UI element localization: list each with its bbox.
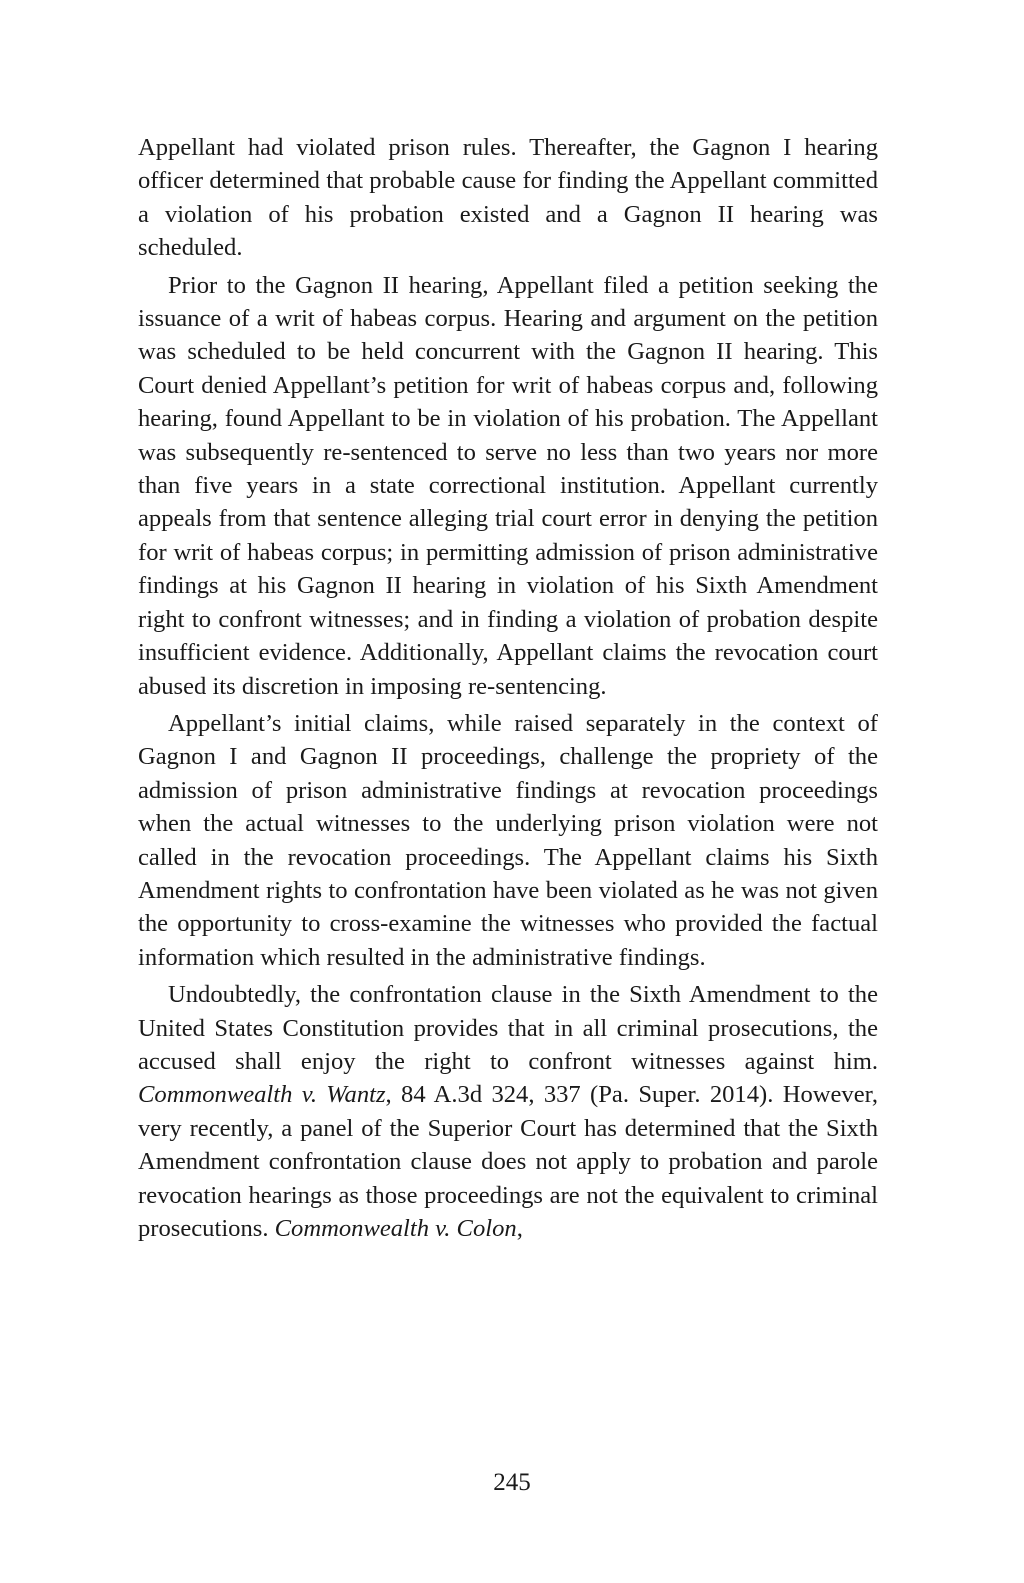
case-citation-wantz: Commonwealth v. Wantz bbox=[138, 1081, 386, 1109]
paragraph-3-text: Appellant’s initial claims, while raised separately in the context of Gagnon I and Gagnon II proceedings, challenge the propriety of the admission of prison administrative findings at revocation proceedings when the actual witnesses to the underlying prison violation were not called in the revocation proceedings. The Appellant claims his Sixth Amendment rights to confrontation have been violated as he was not given the opportunity to cross-examine the witnesses who provided the factual information which resulted in the administrative findings. bbox=[138, 709, 878, 971]
paragraph-4-text-a: Undoubtedly, the confrontation clause in the Sixth Amendment to the United States Constitution provides that in all criminal prosecutions, the accused shall enjoy the right to confront witnesses against him. bbox=[138, 981, 878, 1075]
paragraph-3 bbox=[138, 707, 878, 974]
paragraph-4-text-b: , 84 A.3d 324, 337 (Pa. Super. 2014). However, very recently, a panel of the Superior Court has determined that the Sixth Amendment confrontation clause does not apply to probation and parole revocation hearings as those proceedings are not the equivalent to criminal prosecutions. bbox=[138, 1081, 878, 1242]
paragraph-4-text-c: , bbox=[516, 1215, 523, 1242]
paragraph-1 bbox=[138, 131, 878, 265]
paragraph-4 bbox=[138, 978, 878, 1245]
paragraph-1-text: Appellant had violated prison rules. Thereafter, the Gagnon I hearing officer determined that probable cause for finding the Appellant committed a violation of his probation existed and a Gagnon II hearing was scheduled. bbox=[138, 134, 878, 262]
page-number: 245 bbox=[493, 1469, 531, 1496]
paragraph-2 bbox=[138, 269, 878, 703]
paragraph-2-text: Prior to the Gagnon II hearing, Appellant filed a petition seeking the issuance of a writ of habeas corpus. Hearing and argument on the petition was scheduled to be held concurrent with the Gagnon II hearing. This Court denied Appellant’s petition for writ of habeas corpus and, following hearing, found Appellant to be in violation of his probation. The Appellant was subsequently re-sentenced to serve no less than two years nor more than five years in a state correctional institution. Appellant currently appeals from that sentence alleging trial court error in denying the petition for writ of habeas corpus; in permitting admission of prison administrative findings at his Gagnon II hearing in violation of his Sixth Amendment right to confront witnesses; and in finding a violation of probation despite insufficient evidence. Additionally, Appellant claims the revocation court abused its discretion in imposing re-sentencing. bbox=[138, 271, 878, 700]
body-text bbox=[138, 131, 878, 1245]
case-citation-colon: Commonwealth v. Colon bbox=[274, 1215, 517, 1242]
